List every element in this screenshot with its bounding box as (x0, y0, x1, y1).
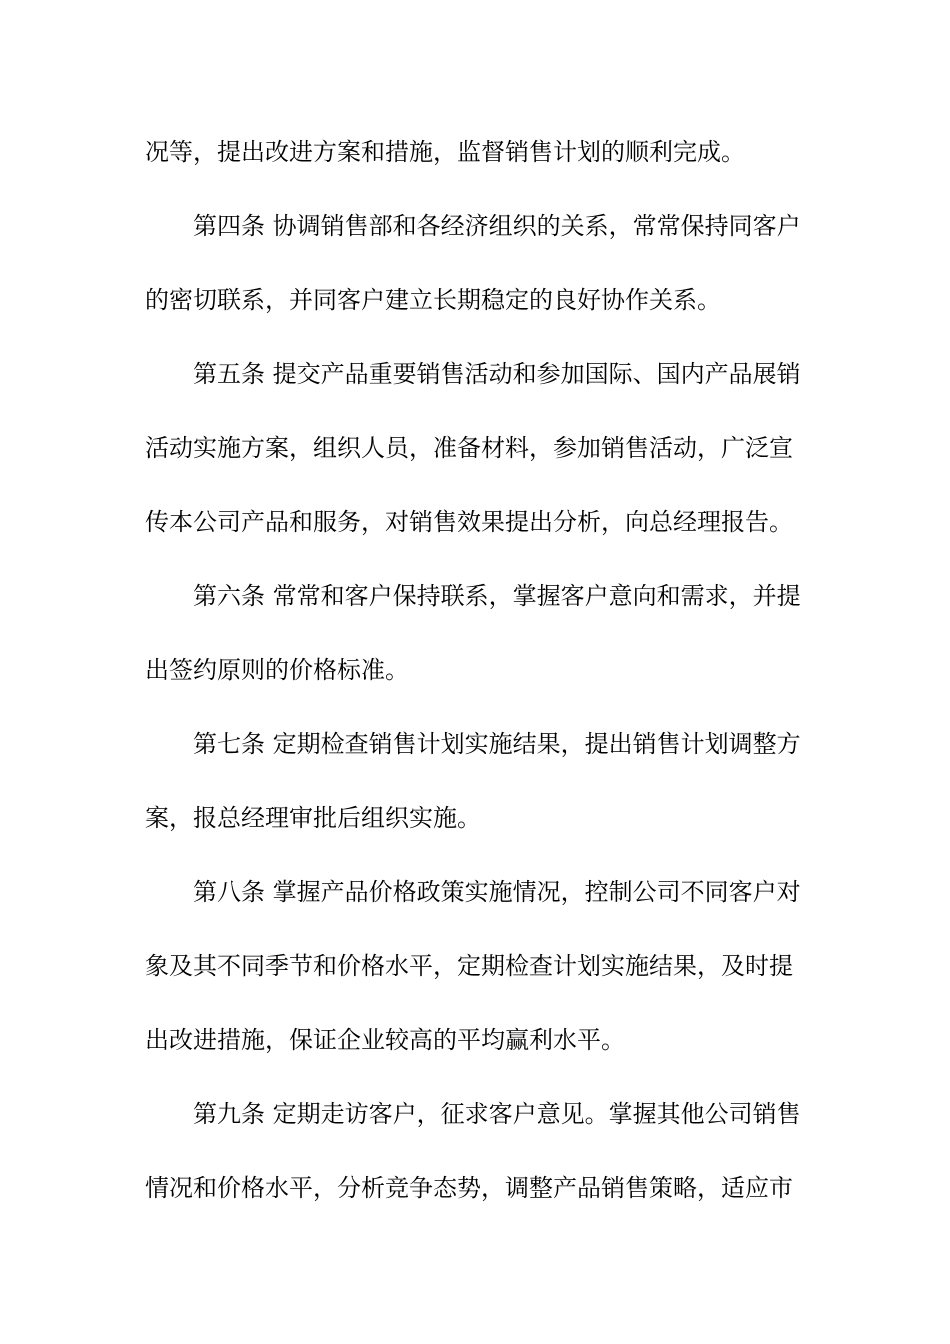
article-8-line-3: 出改进措施，保证企业较高的平均赢利水平。 (145, 1026, 625, 1054)
article-4-line-2: 的密切联系，并同客户建立长期稳定的良好协作关系。 (145, 286, 721, 314)
text-line: 况等，提出改进方案和措施，监督销售计划的顺利完成。 (145, 138, 745, 166)
article-9-line-2: 情况和价格水平，分析竞争态势，调整产品销售策略，适应市 (145, 1174, 793, 1202)
article-7-line-2: 案，报总经理审批后组织实施。 (145, 804, 481, 832)
article-5-line-2: 活动实施方案，组织人员，准备材料，参加销售活动，广泛宣 (145, 434, 793, 462)
article-8-line-1: 第八条 掌握产品价格政策实施情况，控制公司不同客户对 (193, 878, 801, 906)
article-6-line-1: 第六条 常常和客户保持联系，掌握客户意向和需求，并提 (193, 582, 801, 610)
article-7-line-1: 第七条 定期检查销售计划实施结果，提出销售计划调整方 (193, 730, 801, 758)
article-5-line-1: 第五条 提交产品重要销售活动和参加国际、国内产品展销 (193, 360, 801, 388)
article-4-line-1: 第四条 协调销售部和各经济组织的关系，常常保持同客户 (193, 212, 801, 240)
article-9-line-1: 第九条 定期走访客户，征求客户意见。掌握其他公司销售 (193, 1100, 801, 1128)
article-5-line-3: 传本公司产品和服务，对销售效果提出分析，向总经理报告。 (145, 508, 793, 536)
article-8-line-2: 象及其不同季节和价格水平，定期检查计划实施结果，及时提 (145, 952, 793, 980)
article-6-line-2: 出签约原则的价格标准。 (145, 656, 409, 684)
